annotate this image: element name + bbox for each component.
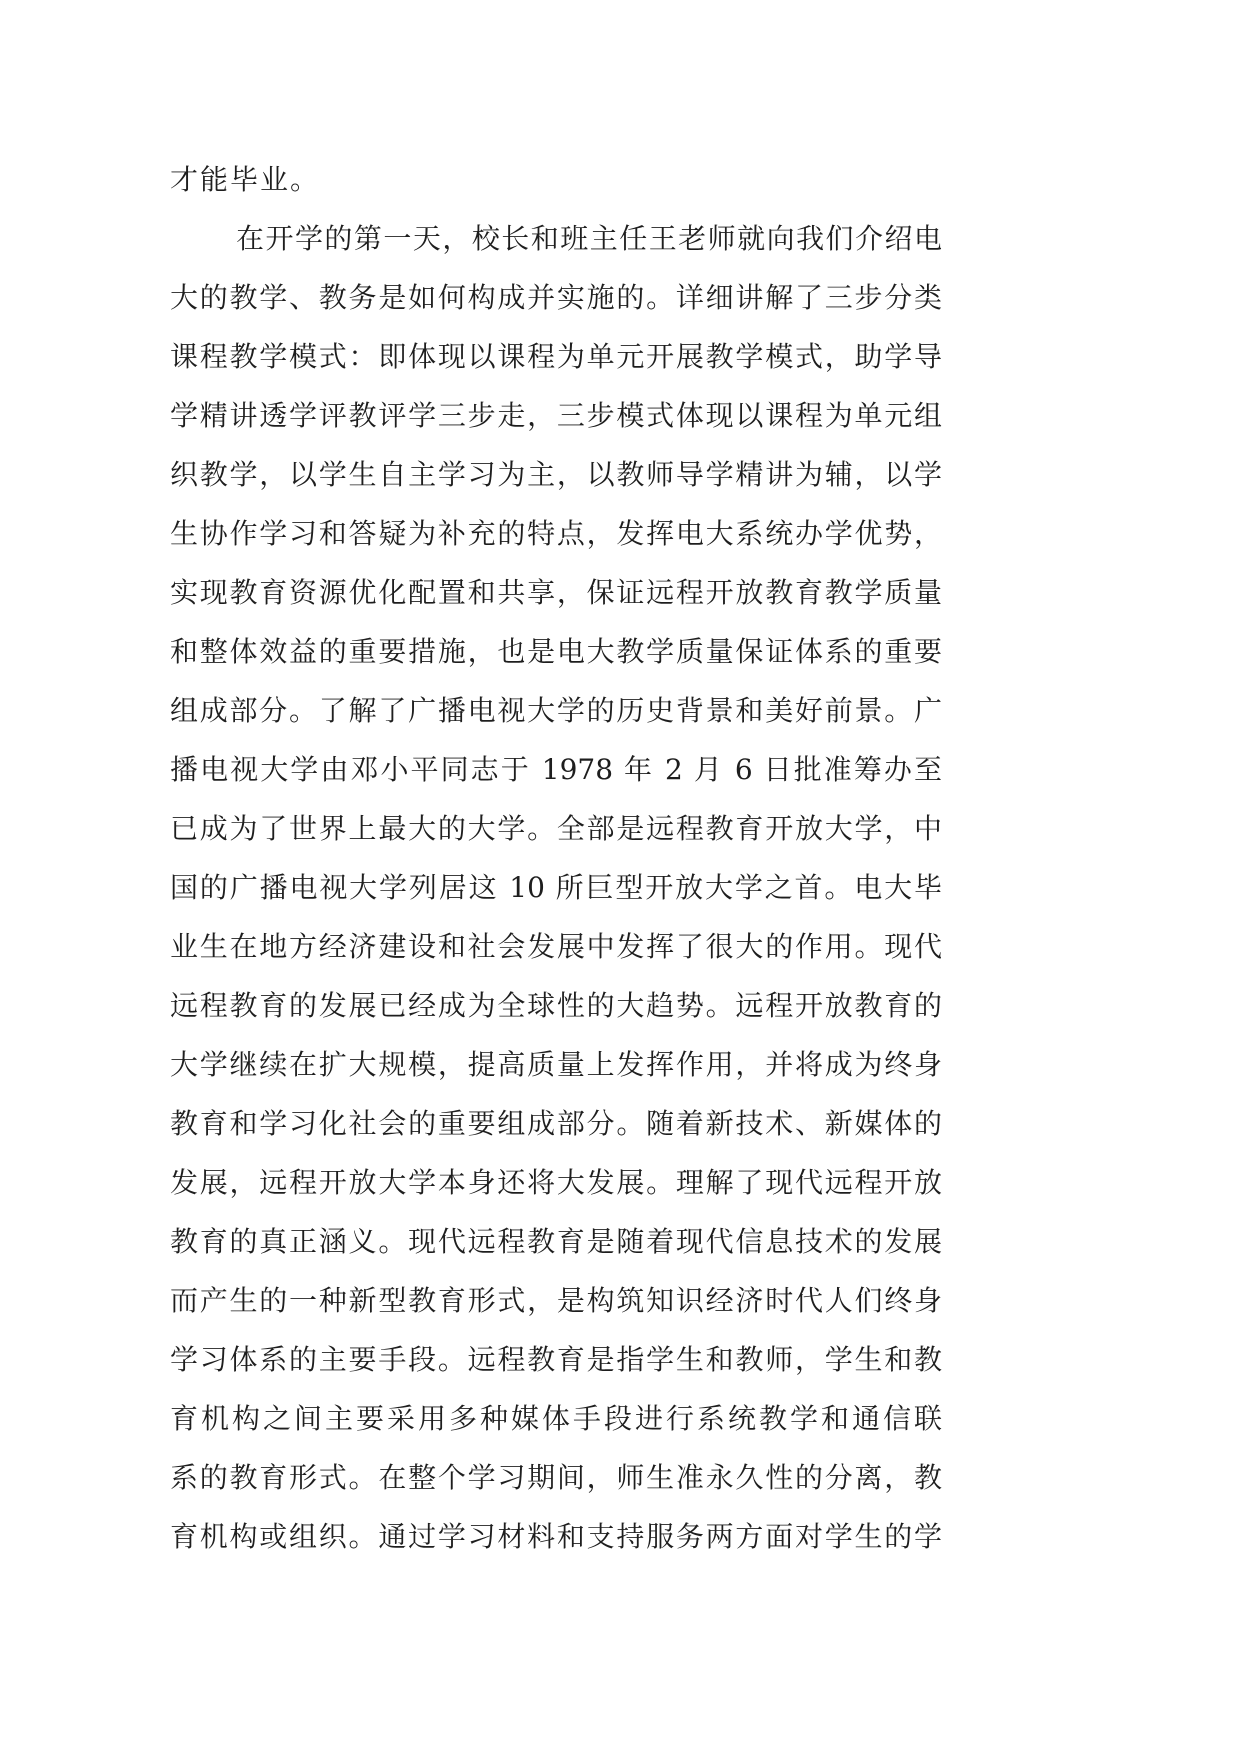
text-line: 实现教育资源优化配置和共享，保证远程开放教育教学质量 [170, 576, 942, 609]
text-line: 育机构之间主要采用多种媒体手段进行系统教学和通信联 [170, 1402, 942, 1435]
text-line: 才能毕业。 [170, 163, 321, 196]
text-line: 业生在地方经济建设和社会发展中发挥了很大的作用。现代 [170, 930, 942, 963]
text-line: 远程教育的发展已经成为全球性的大趋势。远程开放教育的 [170, 989, 942, 1022]
text-line: 教育的真正涵义。现代远程教育是随着现代信息技术的发展 [170, 1225, 942, 1258]
text-line: 生协作学习和答疑为补充的特点，发挥电大系统办学优势， [170, 517, 942, 550]
paragraph-1 [170, 150, 942, 209]
text-line: 发展，远程开放大学本身还将大发展。理解了现代远程开放 [170, 1166, 942, 1199]
text-line: 已成为了世界上最大的大学。全部是远程教育开放大学，中 [170, 812, 942, 845]
text-line: 系的教育形式。在整个学习期间，师生准永久性的分离，教 [170, 1461, 942, 1494]
paragraph-2 [170, 209, 942, 1566]
text-line: 大学继续在扩大规模，提高质量上发挥作用，并将成为终身 [170, 1048, 942, 1081]
text-line: 国的广播电视大学列居这 10 所巨型开放大学之首。电大毕 [170, 871, 942, 904]
text-line: 大的教学、教务是如何构成并实施的。详细讲解了三步分类 [170, 281, 942, 314]
text-line: 组成部分。了解了广播电视大学的历史背景和美好前景。广 [170, 694, 942, 727]
body-text [170, 150, 942, 1566]
text-line: 在开学的第一天，校长和班主任王老师就向我们介绍电 [236, 222, 942, 255]
text-line: 学精讲透学评教评学三步走，三步模式体现以课程为单元组 [170, 399, 942, 432]
text-line: 和整体效益的重要措施，也是电大教学质量保证体系的重要 [170, 635, 942, 668]
text-line: 课程教学模式：即体现以课程为单元开展教学模式，助学导 [170, 340, 942, 373]
text-line: 育机构或组织。通过学习材料和支持服务两方面对学生的学 [170, 1520, 942, 1553]
text-line: 织教学，以学生自主学习为主，以教师导学精讲为辅，以学 [170, 458, 942, 491]
text-line: 学习体系的主要手段。远程教育是指学生和教师，学生和教 [170, 1343, 942, 1376]
text-line: 教育和学习化社会的重要组成部分。随着新技术、新媒体的 [170, 1107, 942, 1140]
text-line: 而产生的一种新型教育形式，是构筑知识经济时代人们终身 [170, 1284, 942, 1317]
text-line: 播电视大学由邓小平同志于 1978 年 2 月 6 日批准筹办至 [170, 753, 942, 786]
